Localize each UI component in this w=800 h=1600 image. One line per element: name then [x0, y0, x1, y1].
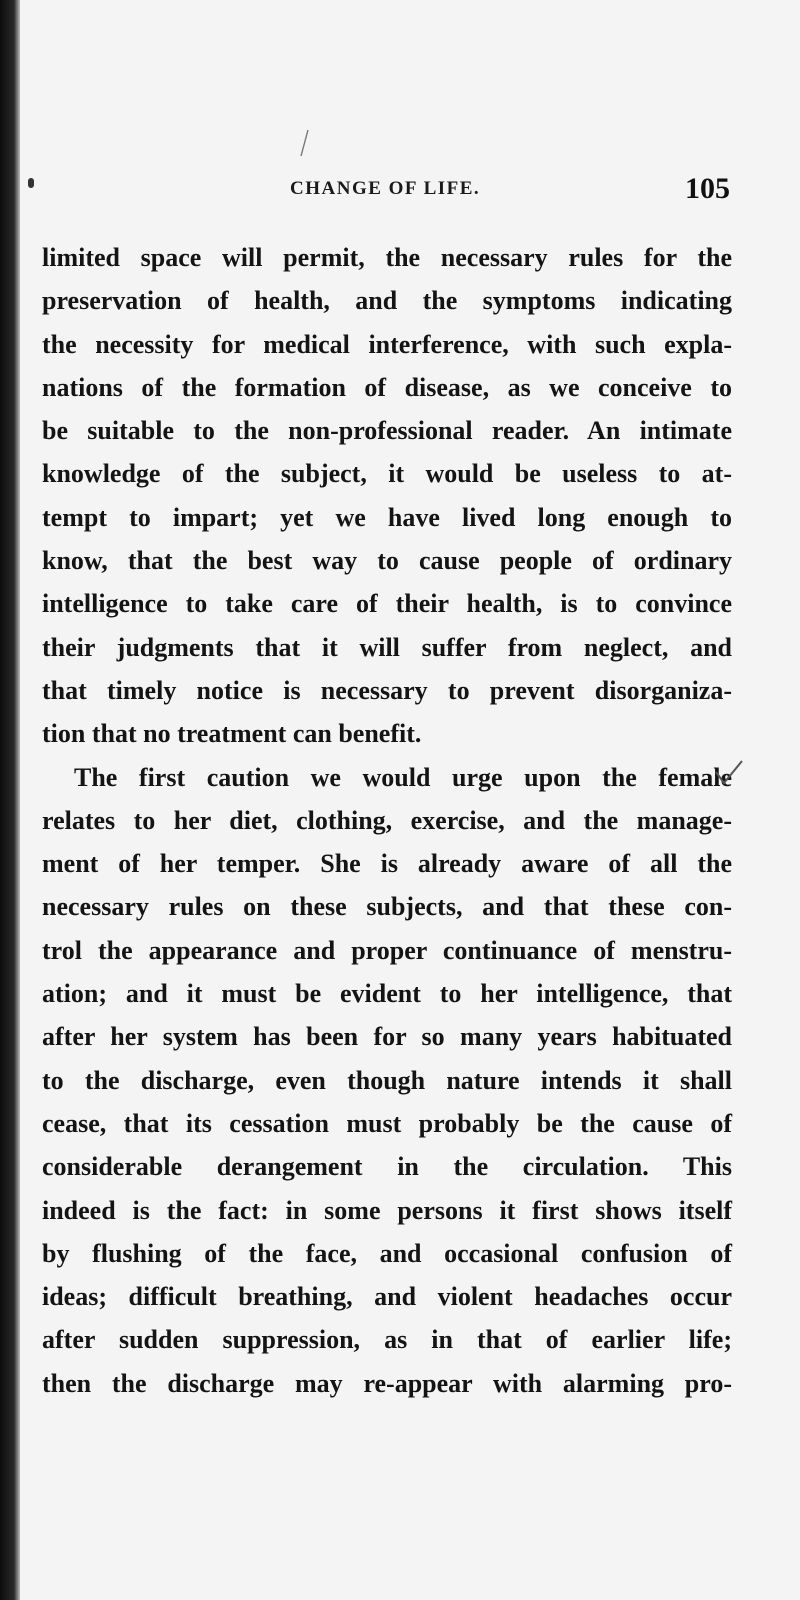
text-line: to the discharge, even though nature intends it shall [42, 1065, 732, 1095]
text-line: after sudden suppression, as in that of earlier life; [42, 1325, 732, 1355]
text-line: then the discharge may re-appear with alarming pro- [42, 1368, 732, 1398]
book-spine-shadow [0, 0, 20, 1600]
paragraph [42, 236, 732, 756]
text-line: cease, that its cessation must probably be the cause of [42, 1108, 732, 1138]
check-mark-icon [714, 758, 744, 786]
text-line: knowledge of the subject, it would be useless to at- [42, 459, 732, 489]
text-line: The first caution we would urge upon the female [74, 762, 732, 792]
text-line: relates to her diet, clothing, exercise, and the manage- [42, 805, 732, 835]
text-line: ideas; difficult breathing, and violent headaches occur [42, 1282, 732, 1312]
text-line: be suitable to the non-professional reader. An intimate [42, 416, 732, 446]
text-line: that timely notice is necessary to prevent disorganiza- [42, 675, 732, 705]
text-line: by flushing of the face, and occasional confusion of [42, 1238, 732, 1268]
body-text [42, 236, 732, 1405]
text-line: nations of the formation of disease, as we conceive to [42, 372, 732, 402]
text-line: limited space will permit, the necessary rules for the [42, 243, 732, 272]
text-line: considerable derangement in the circulation. This [42, 1152, 732, 1182]
text-line: trol the appearance and proper continuance of menstru- [42, 935, 732, 965]
text-line: intelligence to take care of their health, is to convince [42, 589, 732, 619]
text-line: preservation of health, and the symptoms indicating [42, 286, 732, 316]
text-line: tion that no treatment can benefit. [42, 719, 422, 749]
page-number: 105 [685, 172, 730, 205]
ink-speck [28, 178, 34, 188]
paragraph [42, 756, 732, 1405]
text-line: know, that the best way to cause people of ordinary [42, 546, 732, 576]
text-line: after her system has been for so many years habituated [42, 1022, 732, 1052]
text-line: ation; and it must be evident to her intelligence, that [42, 979, 732, 1009]
text-line: indeed is the fact: in some persons it first shows itself [42, 1195, 732, 1225]
running-head: CHANGE OF LIFE. [290, 178, 481, 199]
text-line: necessary rules on these subjects, and that these con- [42, 892, 732, 922]
text-line: the necessity for medical interference, with such expla- [42, 329, 732, 359]
text-line: their judgments that it will suffer from neglect, and [42, 632, 732, 662]
text-line: ment of her temper. She is already aware of all the [42, 849, 732, 879]
page-header [42, 172, 730, 212]
text-line: tempt to impart; yet we have lived long enough to [42, 502, 732, 532]
pencil-stroke-mark [298, 128, 310, 158]
